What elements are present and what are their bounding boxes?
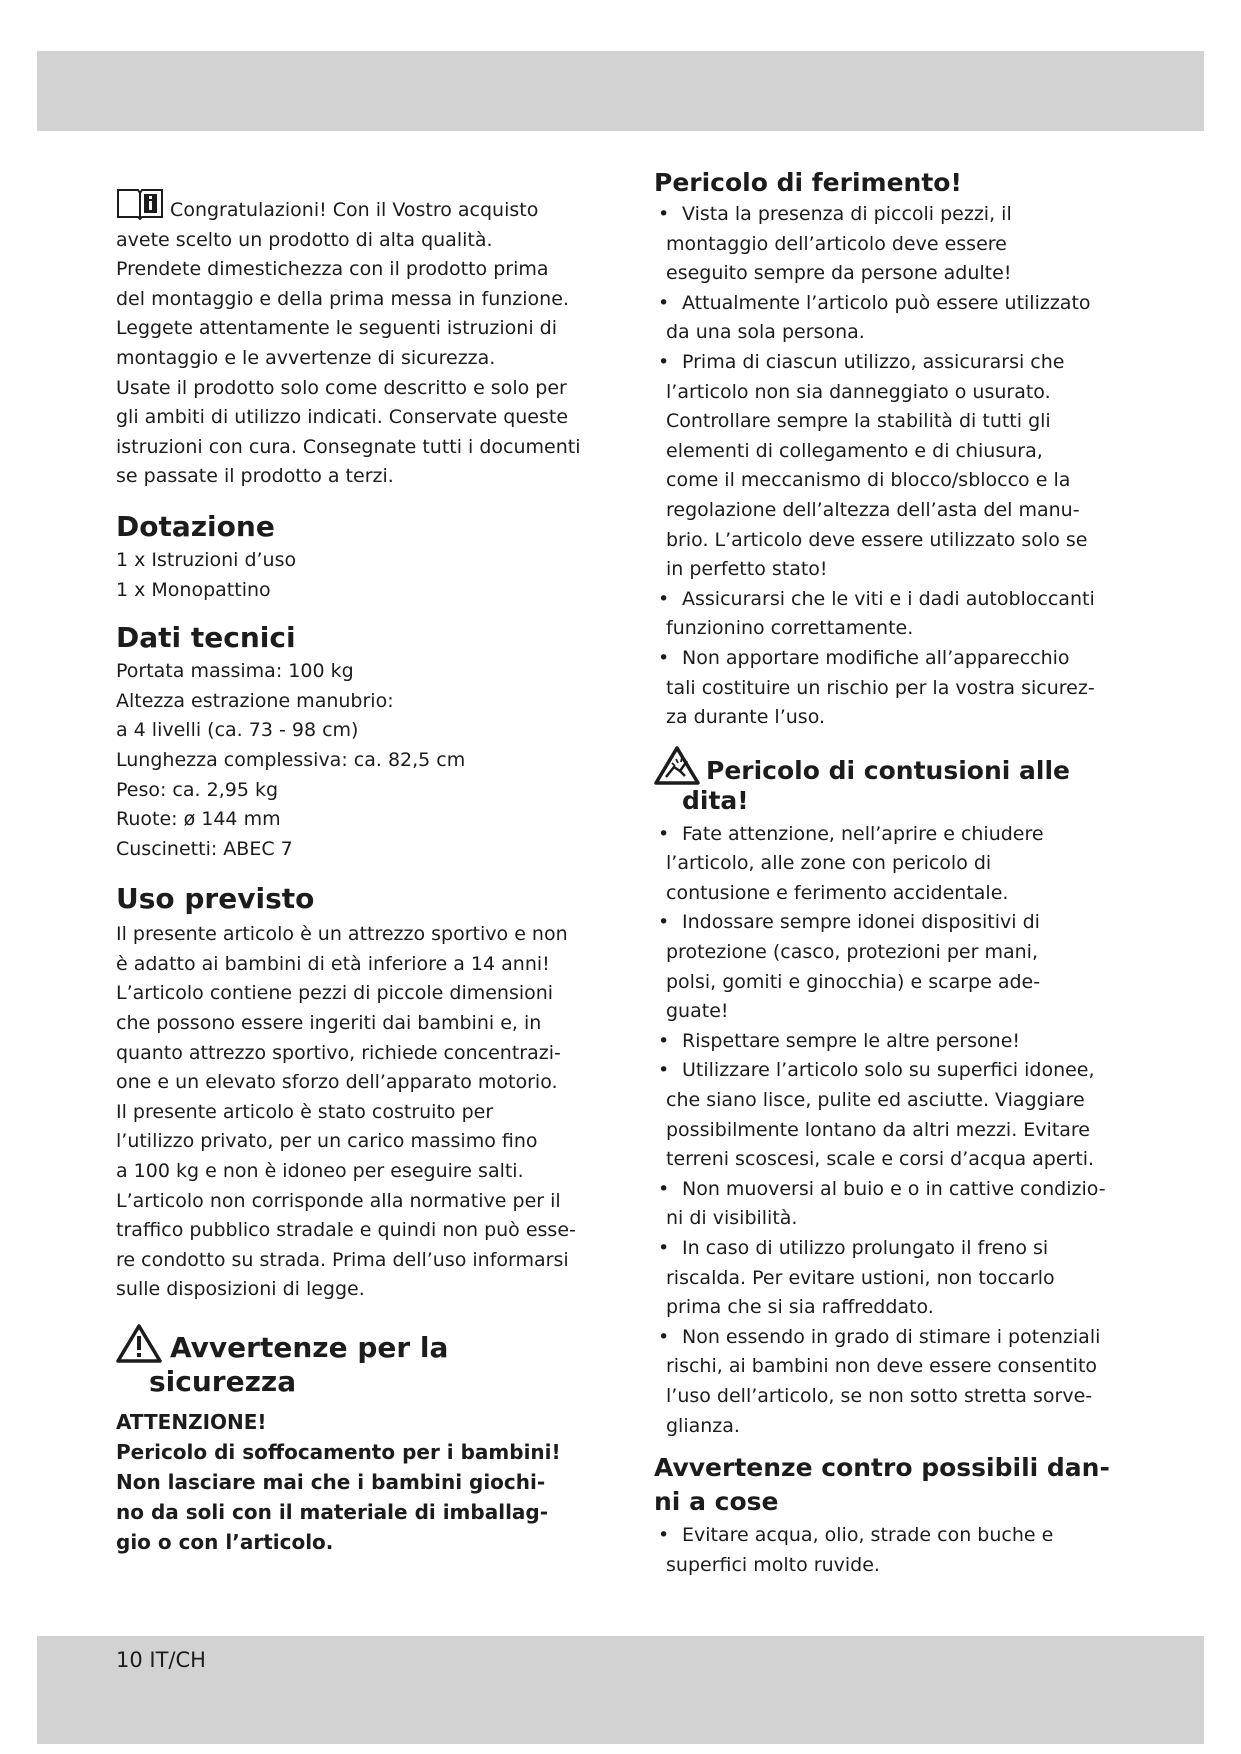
dati-tecnici-heading: Dati tecnici	[116, 621, 296, 655]
spec-line: Cuscinetti: ABEC 7	[116, 837, 293, 860]
choking-warning	[116, 1407, 594, 1557]
list-item-line: l’uso dell’articolo, se non sotto stretta sorve-	[666, 1384, 1093, 1407]
list-item-line: ni di visibilità.	[666, 1207, 798, 1230]
list-item-line: protezione (casco, protezioni per mani,	[666, 941, 1038, 964]
intro-line: Leggete attentamente le seguenti istruzioni di	[116, 317, 557, 340]
list-item-line: • Non apportare modifiche all’apparecchio	[682, 646, 1070, 669]
list-item	[654, 1027, 1126, 1057]
list-item-line: • Utilizzare l’articolo solo su superfici idonee,	[682, 1059, 1095, 1082]
warning-line: no da soli con il materiale di imballag-	[116, 1500, 549, 1524]
list-item-line: riscalda. Per evitare ustioni, non toccarlo	[666, 1266, 1055, 1289]
list-item-line: • Assicurarsi che le viti e i dadi autobloccanti	[682, 587, 1095, 610]
ferimento-list	[654, 200, 1126, 733]
list-item-line: funzionino correttamente.	[666, 617, 914, 640]
list-item	[654, 1056, 1126, 1174]
warning-line: Pericolo di soffocamento per i bambini!	[116, 1440, 561, 1464]
danni-list	[654, 1521, 1126, 1580]
spec-line: Ruote: ø 144 mm	[116, 808, 281, 831]
list-item-line: • Fate attenzione, nell’aprire e chiudere	[682, 822, 1044, 845]
warning-line: Non lasciare mai che i bambini giochi-	[116, 1470, 546, 1494]
uso-line: re condotto su strada. Prima dell’uso informarsi	[116, 1248, 569, 1271]
footer-band	[37, 1636, 1204, 1744]
spec-line: a 4 livelli (ca. 73 - 98 cm)	[116, 719, 359, 742]
list-item-line: • Rispettare sempre le altre persone!	[682, 1029, 1021, 1052]
left-column	[116, 166, 594, 1557]
uso-line: Il presente articolo è un attrezzo sportivo e non	[116, 923, 568, 946]
list-item-line: contusione e ferimento accidentale.	[666, 881, 1009, 904]
warning-triangle-icon	[116, 1323, 162, 1363]
dotazione-heading: Dotazione	[116, 509, 275, 543]
list-item	[654, 289, 1126, 348]
list-item-line: montaggio dell’articolo deve essere	[666, 232, 1007, 255]
intro-line: avete scelto un prodotto di alta qualità.	[116, 228, 493, 251]
list-item	[654, 1323, 1126, 1441]
list-item	[654, 200, 1126, 289]
list-item-line: za durante l’uso.	[666, 706, 826, 729]
info-book-icon	[116, 186, 164, 220]
finger-pinch-warning-icon	[654, 745, 700, 785]
list-item-line: possibilmente lontano da altri mezzi. Evitare	[666, 1118, 1090, 1141]
spec-line: Peso: ca. 2,95 kg	[116, 778, 279, 801]
list-item-line: tali costituire un rischio per la vostra sicurez-	[666, 676, 1095, 699]
uso-line: traffico pubblico stradale e quindi non può esse-	[116, 1219, 576, 1242]
spec-line: Lunghezza complessiva: ca. 82,5 cm	[116, 748, 466, 771]
list-item-line: • Prima di ciascun utilizzo, assicurarsi che	[682, 350, 1065, 373]
intro-line: Usate il prodotto solo come descritto e solo per	[116, 376, 567, 399]
intro-line: montaggio e le avvertenze di sicurezza.	[116, 346, 496, 369]
contusioni-list	[654, 820, 1126, 1441]
list-item-line: • Non muoversi al buio e o in cattive condizio-	[682, 1177, 1106, 1200]
uso-previsto-heading: Uso previsto	[116, 882, 315, 916]
list-item-line: l’articolo non sia danneggiato o usurato.	[666, 380, 1051, 403]
list-item	[654, 644, 1126, 733]
list-item-line: che siano lisce, pulite ed asciutte. Viaggiare	[666, 1089, 1085, 1112]
list-item-line: terreni scoscesi, scale e corsi d’acqua aperti.	[666, 1148, 1095, 1171]
list-item-line: come il meccanismo di blocco/sblocco e la	[666, 469, 1071, 492]
list-item-line: • Non essendo in grado di stimare i potenziali	[682, 1325, 1101, 1348]
intro-line: istruzioni con cura. Consegnate tutti i documenti	[116, 435, 581, 458]
uso-line: è adatto ai bambini di età inferiore a 14 anni!	[116, 952, 550, 975]
list-item-line: polsi, gomiti e ginocchia) e scarpe ade-	[666, 970, 1041, 993]
header-band	[37, 51, 1204, 131]
list-item-line: superfici molto ruvide.	[666, 1553, 880, 1576]
list-item	[654, 1234, 1126, 1323]
list-item-line: in perfetto stato!	[666, 558, 828, 581]
danni-heading	[654, 1451, 1126, 1519]
intro-line: del montaggio e della prima messa in funzione.	[116, 287, 569, 310]
list-item	[654, 1521, 1126, 1580]
dati-tecnici-text	[116, 657, 594, 864]
list-item-line: da una sola persona.	[666, 321, 865, 344]
list-item-line: • Attualmente l’articolo può essere utilizzato	[682, 291, 1091, 314]
uso-line: L’articolo non corrisponde alla normative per il	[116, 1189, 561, 1212]
list-item	[654, 585, 1126, 644]
uso-line: quanto attrezzo sportivo, richiede concentrazi-	[116, 1041, 561, 1064]
list-item-line: l’articolo, alle zone con pericolo di	[666, 852, 992, 875]
contusioni-heading-line2: dita!	[682, 785, 749, 815]
right-column	[654, 166, 1126, 1580]
list-item-line: guate!	[666, 1000, 729, 1023]
list-item-line: • Vista la presenza di piccoli pezzi, il	[682, 203, 1012, 225]
list-item-line: eseguito sempre da persone adulte!	[666, 262, 1012, 285]
dotazione-item: 1 x Istruzioni d’uso	[116, 548, 297, 571]
list-item-line: regolazione dell’altezza dell’asta del manu-	[666, 498, 1080, 521]
list-item-line: rischi, ai bambini non deve essere consentito	[666, 1355, 1098, 1378]
list-item-line: • In caso di utilizzo prolungato il freno si	[682, 1237, 1049, 1259]
uso-previsto-text	[116, 920, 594, 1305]
uso-line: a 100 kg e non è idoneo per eseguire salti.	[116, 1160, 524, 1183]
list-item-line: • Indossare sempre idonei dispositivi di	[682, 911, 1040, 934]
spec-line: Altezza estrazione manubrio:	[116, 689, 394, 712]
ferimento-heading: Pericolo di ferimento!	[654, 168, 962, 197]
intro-line: Prendete dimestichezza con il prodotto prima	[116, 258, 549, 281]
dotazione-list	[116, 546, 594, 605]
uso-line: sulle disposizioni di legge.	[116, 1278, 365, 1301]
list-item-line: Controllare sempre la stabilità di tutti gli	[666, 410, 1051, 433]
list-item-line: prima che si sia raffreddato.	[666, 1296, 934, 1319]
spec-line: Portata massima: 100 kg	[116, 660, 354, 683]
list-item	[654, 820, 1126, 909]
warning-line: ATTENZIONE!	[116, 1410, 267, 1434]
warning-line: gio o con l’articolo.	[116, 1530, 334, 1554]
list-item	[654, 908, 1126, 1026]
list-item-line: • Evitare acqua, olio, strade con buche e	[682, 1524, 1054, 1547]
intro-line: se passate il prodotto a terzi.	[116, 465, 394, 488]
intro-line: Congratulazioni! Con il Vostro acquisto	[116, 186, 594, 226]
avvertenze-heading	[116, 1323, 594, 1399]
intro-line: gli ambiti di utilizzo indicati. Conservate queste	[116, 406, 569, 429]
list-item-line: elementi di collegamento e di chiusura,	[666, 439, 1043, 462]
uso-line: L’articolo contiene pezzi di piccole dimensioni	[116, 982, 554, 1005]
danni-heading-line1: Avvertenze contro possibili dan-	[654, 1453, 1110, 1483]
list-item-line: brio. L’articolo deve essere utilizzato solo se	[666, 528, 1088, 551]
uso-line: l’utilizzo privato, per un carico massimo fino	[116, 1130, 538, 1153]
uso-line: che possono essere ingeriti dai bambini e, in	[116, 1012, 542, 1035]
avvertenze-heading-line2: sicurezza	[149, 1365, 297, 1398]
dotazione-item: 1 x Monopattino	[116, 578, 271, 601]
uso-line: Il presente articolo è stato costruito per	[116, 1100, 494, 1123]
contusioni-heading	[654, 745, 1126, 818]
avvertenze-heading-line1: Avvertenze per la	[116, 1323, 594, 1365]
list-item	[654, 348, 1126, 585]
list-item-line: glianza.	[666, 1414, 740, 1437]
page-number: 10 IT/CH	[116, 1648, 206, 1672]
uso-line: one e un elevato sforzo dell’apparato motorio.	[116, 1071, 558, 1094]
danni-heading-line2: ni a cose	[654, 1487, 779, 1517]
list-item	[654, 1175, 1126, 1234]
intro-text	[116, 186, 594, 492]
contusioni-heading-line1: Pericolo di contusioni alle	[654, 745, 1126, 788]
